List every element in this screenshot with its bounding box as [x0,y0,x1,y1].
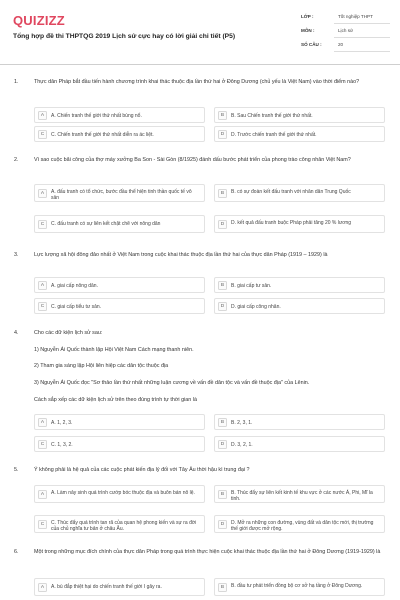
option-d[interactable] [214,515,385,533]
option-text: A. đấu tranh có tổ chức, bước đầu thể hiện tinh thần quốc tế vô sản [51,189,192,201]
option-text: C. Thúc đẩy quá trình tan rã của quan hệ phong kiến và sự ra đời của chủ nghĩa tư bản ở châu Âu. [51,520,197,532]
option-b[interactable] [214,184,385,202]
option-a[interactable] [34,184,205,202]
meta-key: SỐ CÂU : [301,42,322,47]
option-letter: A [38,111,47,120]
option-letter: C [38,520,47,529]
option-letter: D [218,440,227,449]
option-letter: D [218,302,227,311]
question-text: Thực dân Pháp bắt đầu tiến hành chương trình khai thác thuộc địa lần thứ hai ở Đông Dương (chủ yếu là Việt Nam) vào thời điểm nào? [34,79,360,85]
question-text: Cho các dữ kiện lịch sử sau: [34,330,103,336]
meta-row-grade [298,10,390,24]
question-text: Một trong những mục đích chính của thực dân Pháp trong quá trình thực hiện cuộc khai thác thuộc địa lần thứ hai ở Đông Dương (1919-1929) là [34,549,381,555]
option-text: D. 3, 2, 1. [231,442,253,448]
option-text: C. đấu tranh có sự liên kết chặt chẽ với nông dân [51,221,161,227]
option-text: C. Chiến tranh thế giới thứ nhất diễn ra ác liệt. [51,132,154,138]
option-letter: C [38,130,47,139]
option-a[interactable] [34,485,205,503]
option-text: A. Chiến tranh thế giới thứ nhất bùng nổ. [51,113,142,119]
meta-row-subject [298,24,390,38]
question-number: 3. [14,252,19,258]
option-text: B. có sự đoàn kết đấu tranh với nhân dân Trung Quốc [231,189,351,195]
option-c[interactable] [34,215,205,233]
option-letter: A [38,281,47,290]
meta-row-count [298,38,390,52]
option-b[interactable] [214,485,385,503]
question-text: Vì sao cuộc bãi công của thợ máy xưởng Ba Son - Sài Gòn (8/1925) đánh dấu bước phát triển của phong trào công nhân Việt Nam? [34,157,351,163]
option-letter: D [218,520,227,529]
question-number: 2. [14,157,19,163]
option-text: D. kết quả đấu tranh buộc Pháp phải tăng 20 % lương [231,220,352,226]
question-number: 1. [14,79,19,85]
option-d[interactable] [214,215,385,233]
statement: Cách sắp xếp các dữ kiện lịch sử trên theo đúng trình tự thời gian là [34,397,197,403]
option-text: A. 1, 2, 3. [51,420,73,426]
option-text: B. Thúc đẩy sự liên kết kinh tế khu vực ở các nước Á, Phi, Mĩ la tinh. [231,490,373,502]
document-title: Tổng hợp đề thi THPTQG 2019 Lịch sử cực hay có lời giải chi tiết (P5) [13,33,236,40]
meta-key: LỚP : [301,14,314,19]
meta-value: 20 [338,42,344,47]
option-letter: B [218,281,227,290]
option-letter: A [38,418,47,427]
meta-underline [334,51,390,52]
option-letter: C [38,302,47,311]
option-c[interactable] [34,126,205,142]
option-letter: C [38,440,47,449]
option-text: A. Làm nảy sinh quá trình cướp bóc thuộc địa và buôn bán nô lệ. [51,490,195,496]
option-b[interactable] [214,107,385,123]
question-number: 5. [14,467,19,473]
option-a[interactable] [34,277,205,293]
option-letter: A [38,583,47,592]
meta-table [298,10,390,52]
statement: 2) Tham gia sáng lập Hội liên hiệp các dân tộc thuộc địa [34,363,169,369]
option-letter: D [218,220,227,229]
option-text: B. đầu tư phát triển đồng bộ cơ sở hạ tầng ở Đông Dương. [231,583,363,589]
option-a[interactable] [34,107,205,123]
option-c[interactable] [34,298,205,314]
option-letter: B [218,490,227,499]
option-text: C. 1, 3, 2. [51,442,73,448]
option-text: A. giai cấp nông dân. [51,283,98,289]
option-b[interactable] [214,277,385,293]
option-c[interactable] [34,515,205,533]
question-text: Ý không phải là hệ quả của các cuộc phát kiến địa lý đối với Tây Âu thời hậu kì trung đại ? [34,467,250,473]
question-number: 6. [14,549,19,555]
statement: 3) Nguyễn Ái Quốc đọc "Sơ thảo lần thứ nhất những luận cương về vấn đề dân tộc và vấn đề thuộc địa" của Lênin. [34,380,310,386]
option-text: B. 2, 3, 1. [231,420,253,426]
option-letter: C [38,220,47,229]
option-b[interactable] [214,578,385,596]
statement: 1) Nguyễn Ái Quốc thành lập Hội Việt Nam Cách mạng thanh niên. [34,347,194,353]
option-text: D. giai cấp công nhân. [231,304,281,310]
option-a[interactable] [34,414,205,430]
quizizz-logo: QUIZIZZ [13,13,65,28]
meta-value: Lịch sử [338,28,354,33]
option-text: D. Mở ra những con đường, vùng đất và dân tộc mới, thị trường thế giới được mở rộng. [231,520,374,532]
option-letter: B [218,189,227,198]
option-letter: B [218,583,227,592]
question-number: 4. [14,330,19,336]
option-d[interactable] [214,436,385,452]
option-text: D. Trước chiến tranh thế giới thứ nhất. [231,132,317,138]
question-text: Lực lượng xã hội đông đảo nhất ở Việt Nam trong cuộc khai thác thuộc địa lần thứ hai của thực dân Pháp (1919 – 1929) là [34,252,328,258]
header-divider [0,64,400,65]
option-letter: D [218,130,227,139]
option-text: A. bù đắp thiệt hại do chiến tranh thế giới I gây ra. [51,584,162,590]
option-b[interactable] [214,414,385,430]
option-d[interactable] [214,298,385,314]
meta-value: Tốt nghiệp THPT [338,14,373,19]
meta-key: MÔN : [301,28,315,33]
option-c[interactable] [34,436,205,452]
option-a[interactable] [34,578,205,596]
option-text: B. giai cấp tư sản. [231,283,272,289]
option-letter: A [38,189,47,198]
option-d[interactable] [214,126,385,142]
option-text: B. Sau Chiến tranh thế giới thứ nhất. [231,113,313,119]
option-letter: B [218,418,227,427]
option-letter: B [218,111,227,120]
option-text: C. giai cấp tiểu tư sản. [51,304,102,310]
option-letter: A [38,490,47,499]
document-header [0,0,400,66]
